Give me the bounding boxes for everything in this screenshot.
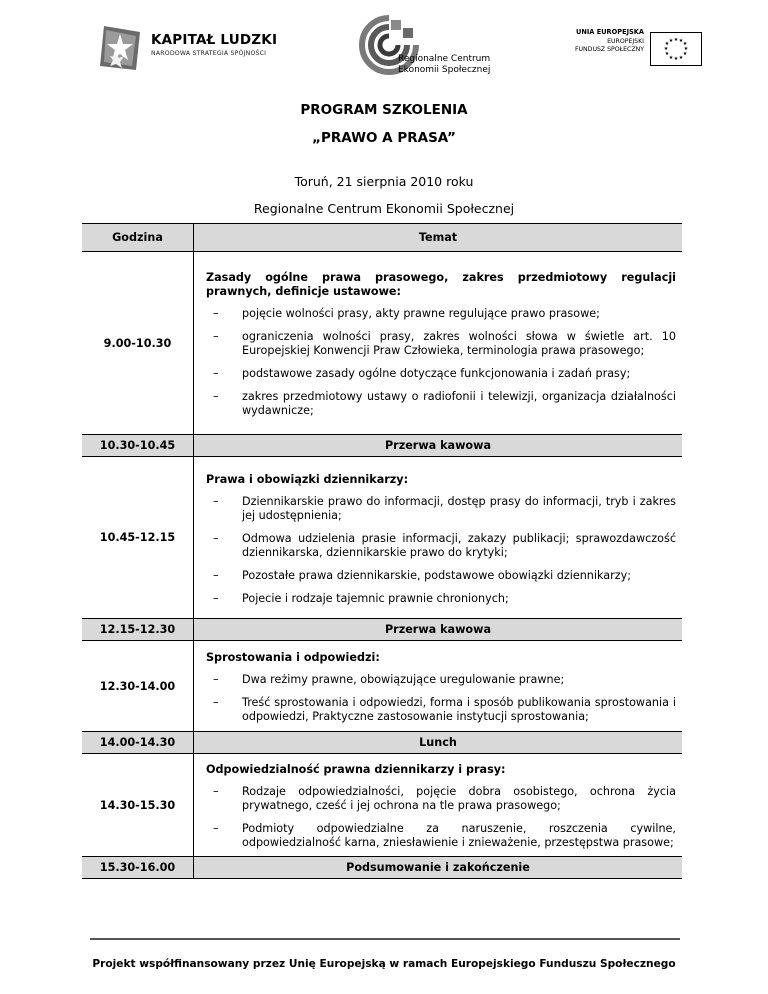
break-time: 14.00-14.30 [82,732,194,754]
footer-text: Projekt współfinansowany przez Unię Europejską w ramach Europejskiego Funduszu Społecznego [92,958,676,970]
rcep-name-line2: Ekonomii Społecznej [398,65,491,75]
break-row [82,619,682,641]
session-topic [194,252,683,435]
footer-divider [90,938,680,940]
list-item: – Dziennikarskie prawo do informacji, dostęp prasy do informacji, tryb i zakres jej udostępnienia; [213,494,676,522]
kapital-ludzki-subtitle: NARODOWA STRATEGIA SPÓJNOŚCI [151,50,267,57]
svg-text:★: ★ [664,41,670,47]
session-row [82,252,682,435]
list-item: – Treść sprostowania i odpowiedzi, forma i sposób publikowania sprostowania i odpowiedzi, Praktyczne zastosowanie instytucji sprostowania; [213,696,676,723]
svg-text:★: ★ [663,46,669,52]
session-title: Sprostowania i odpowiedzi: [206,651,380,664]
svg-text:★: ★ [682,41,688,47]
session-title: Prawa i obowiązki dziennikarzy: [206,472,409,486]
svg-text:★: ★ [678,55,684,61]
break-row [82,857,682,879]
list-item: – pojęcie wolności prasy, akty prawne regulujące prawo prasowe; [213,307,600,320]
svg-text:★: ★ [668,38,674,44]
svg-text:★: ★ [682,51,688,57]
eu-fund-line2: FUNDUSZ SPOŁECZNY [574,46,644,53]
rcep-logo [358,14,498,76]
break-time: 10.30-10.45 [82,435,194,457]
eu-fund-line1: EUROPEJSKI [607,38,644,45]
header-topic: Temat [194,224,683,252]
break-label: Przerwa kawowa [194,619,683,641]
break-label: Przerwa kawowa [194,435,683,457]
list-item: – Odmowa udzielenia prasie informacji, zakazy publikacji; sprawozdawczość dziennikarska, dziennikarskie prawo do krytyki; [213,531,676,559]
session-row [82,754,682,857]
session-row [82,457,682,619]
break-row [82,435,682,457]
svg-text:★: ★ [668,55,674,61]
break-label: Lunch [194,732,683,754]
svg-text:★: ★ [673,56,679,62]
schedule-table [82,223,682,879]
svg-text:★: ★ [678,38,684,44]
list-item: – podstawowe zasady ogólne dotyczące funkcjonowania i zadań prasy; [213,367,631,380]
break-time: 12.15-12.30 [82,619,194,641]
break-label: Podsumowanie i zakończenie [194,857,683,879]
eu-logo [562,28,702,68]
session-topic [194,754,683,857]
break-row [82,732,682,754]
session-topic [194,641,683,732]
rcep-name-line1: Regionalne Centrum [398,54,491,64]
list-item: – Pojecie i rodzaje tajemnic prawnie chronionych; [213,591,509,605]
list-item: – Pozostałe prawa dziennikarskie, podstawowe obowiązki dziennikarzy; [213,568,631,582]
kapital-ludzki-title: KAPITAŁ LUDZKI [151,32,278,48]
page-subtitle: „PRAWO A PRASA” [312,130,456,146]
table-header-row [82,224,682,252]
list-item: – zakres przedmiotowy ustawy o radiofonii i telewizji, organizacja działalności wydawnicze; [213,390,676,417]
venue-line: Regionalne Centrum Ekonomii Społecznej [253,201,515,216]
session-time: 9.00-10.30 [82,252,194,435]
svg-text:★: ★ [673,37,679,43]
list-item: – Podmioty odpowiedzialne za naruszenie, roszczenia cywilne, odpowiedzialność karna, zniesławienie i znieważenie, przestępstwa prasowe; [213,822,676,849]
session-time: 10.45-12.15 [82,457,194,619]
svg-text:★: ★ [664,51,670,57]
session-title: Zasady ogólne prawa prasowego, zakres przedmiotowy regulacji prawnych, definicje ustawowe: [206,271,676,298]
list-item: – Rodzaje odpowiedzialności, pojęcie dobra osobistego, ochrona życia prywatnego, cześć i jej ochrona na tle prawa prasowego; [213,785,676,812]
session-time: 12.30-14.00 [82,641,194,732]
list-item: – ograniczenia wolności prasy, zakres wolności słowa w świetle art. 10 Europejskiej Konwencji Praw Człowieka, terminologia prawa prasowego; [213,330,676,357]
session-time: 14.30-15.30 [82,754,194,857]
kapital-ludzki-logo [98,22,278,74]
eu-flag-icon [650,32,702,66]
page-title: PROGRAM SZKOLENIA [300,102,468,118]
break-time: 15.30-16.00 [82,857,194,879]
date-line: Toruń, 21 sierpnia 2010 roku [294,174,474,189]
eu-name: UNIA EUROPEJSKA [575,28,644,36]
kapital-ludzki-emblem-icon [98,24,142,72]
session-topic [194,457,683,619]
session-title: Odpowiedzialność prawna dziennikarzy i prasy: [206,763,506,776]
list-item: – Dwa reżimy prawne, obowiązujące uregulowanie prawne; [213,673,565,686]
session-row [82,641,682,732]
header-time: Godzina [82,224,194,252]
svg-text:★: ★ [683,46,689,52]
